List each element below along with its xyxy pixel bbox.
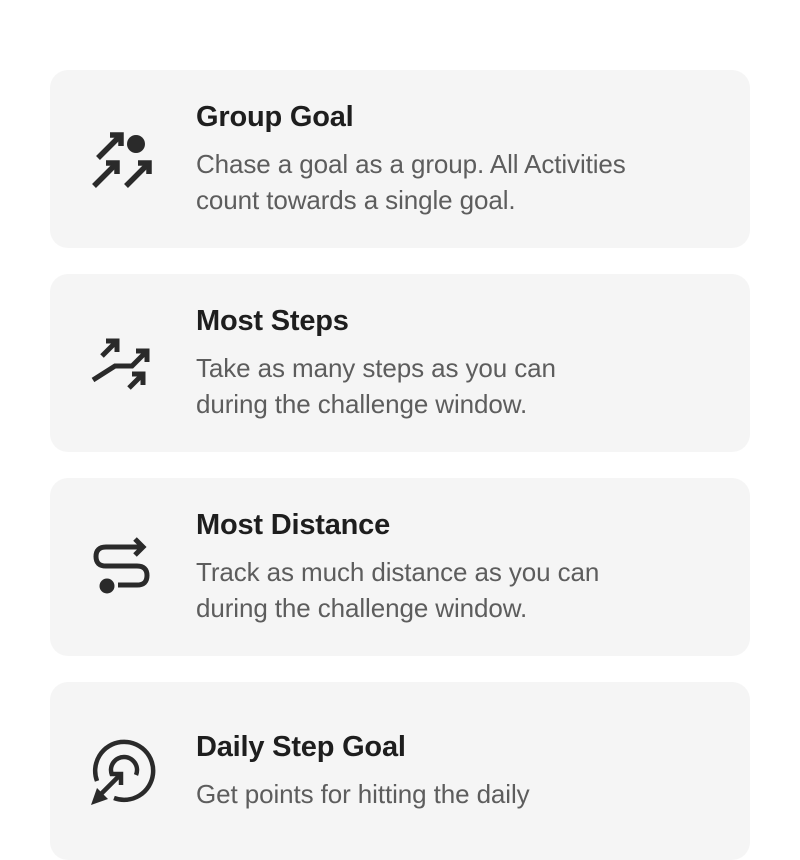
trending-steps-arrows-icon: [92, 329, 152, 397]
arrows-cluster-icon: [92, 125, 152, 193]
bullseye-arrow-icon: [92, 737, 152, 805]
card-title: Daily Step Goal: [196, 730, 406, 763]
description-line: Track as much distance as you can: [196, 556, 600, 587]
challenge-option-most-distance[interactable]: [50, 478, 750, 656]
card-title: Most Distance: [196, 508, 390, 541]
description-line: Chase a goal as a group. All Activities: [196, 148, 626, 179]
card-text: [196, 303, 556, 424]
bullseye-arrow-icon-svg: [88, 737, 156, 805]
description-line: Take as many steps as you can: [196, 352, 556, 383]
description-line: during the challenge window.: [196, 388, 528, 419]
challenge-type-list: [50, 70, 750, 860]
card-description: [196, 350, 556, 422]
description-line: Get points for hitting the daily: [196, 778, 530, 809]
challenge-option-daily-step-goal[interactable]: [50, 682, 750, 860]
winding-route-icon: [92, 533, 152, 601]
winding-route-icon-svg: [92, 537, 152, 597]
description-line: count towards a single goal.: [196, 184, 516, 215]
card-text: [196, 99, 626, 220]
challenge-option-group-goal[interactable]: [50, 70, 750, 248]
card-title: Most Steps: [196, 304, 349, 337]
card-text: [196, 507, 599, 628]
trending-steps-arrows-icon-svg: [92, 333, 152, 393]
card-text: [196, 729, 530, 814]
card-title: Group Goal: [196, 100, 354, 133]
card-description: [196, 554, 599, 626]
arrows-cluster-icon-svg: [92, 129, 152, 189]
challenge-option-most-steps[interactable]: [50, 274, 750, 452]
card-description: [196, 776, 530, 812]
card-description: [196, 146, 626, 218]
description-line: during the challenge window.: [196, 592, 528, 623]
